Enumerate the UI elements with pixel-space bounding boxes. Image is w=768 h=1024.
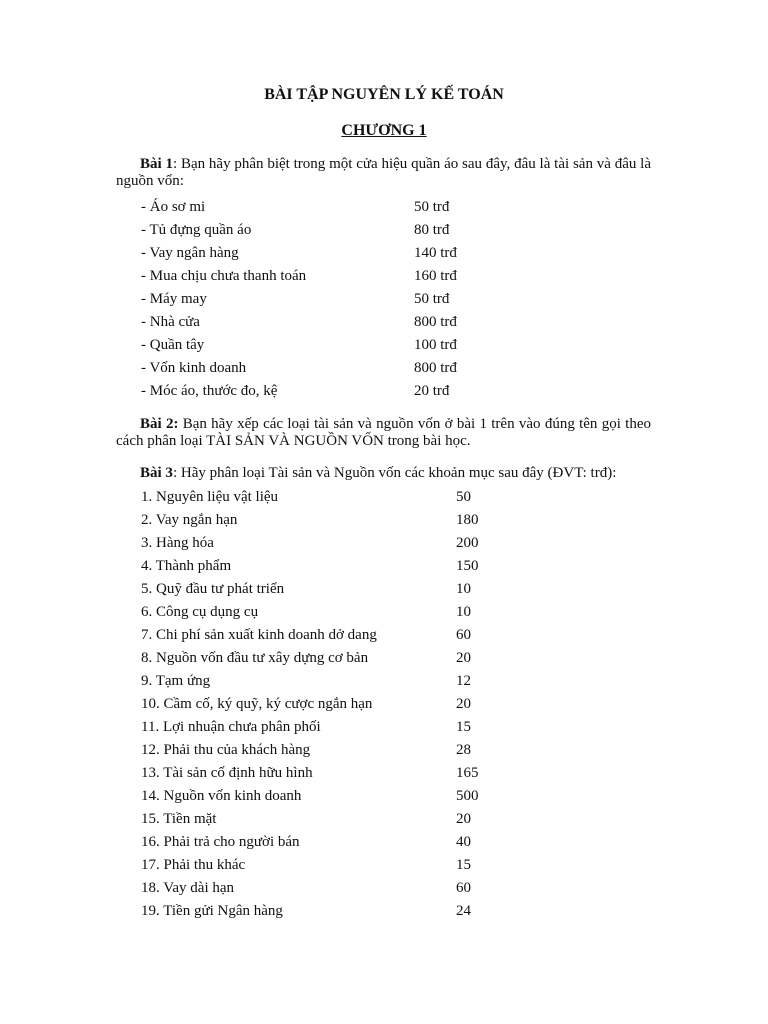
item-value: 50 xyxy=(456,489,471,505)
list-item xyxy=(141,832,561,852)
item-value: 60 xyxy=(456,880,471,896)
item-name: - Vốn kinh doanh xyxy=(141,360,247,376)
chapter-heading xyxy=(0,122,768,140)
item-name: 2. Vay ngắn hạn xyxy=(141,512,238,528)
list-item xyxy=(141,266,561,286)
item-name: 11. Lợi nhuận chưa phân phối xyxy=(141,719,321,735)
item-name: 4. Thành phẩm xyxy=(141,558,232,574)
list-item xyxy=(141,648,561,668)
list-item xyxy=(141,312,561,332)
item-value: 20 xyxy=(456,650,471,666)
item-name: 18. Vay dài hạn xyxy=(141,880,235,896)
item-value: 15 xyxy=(456,719,471,735)
list-item xyxy=(141,763,561,783)
list-item xyxy=(141,786,561,806)
list-item xyxy=(141,579,561,599)
item-value: 800 trđ xyxy=(414,314,457,330)
item-name: 13. Tài sản cố định hữu hình xyxy=(141,765,313,781)
list-item xyxy=(141,243,561,263)
list-item xyxy=(141,358,561,378)
item-value: 50 trđ xyxy=(414,291,450,307)
item-name: 12. Phải thu của khách hàng xyxy=(141,742,311,758)
list-item xyxy=(141,197,561,217)
item-value: 180 xyxy=(456,512,479,528)
bai1-paragraph xyxy=(116,156,651,190)
item-name: 9. Tạm ứng xyxy=(141,673,211,689)
item-value: 50 trđ xyxy=(414,199,450,215)
item-name: - Tủ đựng quần áo xyxy=(141,222,252,238)
bai2-label: Bài 2: xyxy=(140,416,179,432)
bai2-text: Bạn hãy xếp các loại tài sản và nguồn vốn ở bài 1 trên vào đúng tên gọi theo cách phân loại TÀI SẢN VÀ NGUỒN VỐN trong bài học. xyxy=(116,416,651,449)
item-value: 160 trđ xyxy=(414,268,457,284)
item-name: - Máy may xyxy=(141,291,207,307)
item-value: 28 xyxy=(456,742,471,758)
item-name: 16. Phải trả cho người bán xyxy=(141,834,300,850)
bai3-paragraph xyxy=(116,465,651,482)
list-item xyxy=(141,740,561,760)
item-name: 1. Nguyên liệu vật liệu xyxy=(141,489,279,505)
item-value: 60 xyxy=(456,627,471,643)
item-value: 10 xyxy=(456,581,471,597)
item-value: 165 xyxy=(456,765,479,781)
item-name: 10. Cầm cố, ký quỹ, ký cược ngắn hạn xyxy=(141,696,373,712)
item-value: 10 xyxy=(456,604,471,620)
list-item xyxy=(141,510,561,530)
list-item xyxy=(141,625,561,645)
list-item xyxy=(141,335,561,355)
bai3-text: : Hãy phân loại Tài sản và Nguồn vốn các khoản mục sau đây (ĐVT: trđ): xyxy=(172,465,617,481)
bai2-paragraph xyxy=(116,416,651,450)
item-name: - Nhà cửa xyxy=(141,314,200,330)
list-item xyxy=(141,381,561,401)
item-value: 12 xyxy=(456,673,471,689)
item-name: - Mua chịu chưa thanh toán xyxy=(141,268,307,284)
list-item xyxy=(141,487,561,507)
list-item xyxy=(141,602,561,622)
item-value: 800 trđ xyxy=(414,360,457,376)
item-name: 14. Nguồn vốn kinh doanh xyxy=(141,788,302,804)
list-item xyxy=(141,556,561,576)
item-name: 3. Hàng hóa xyxy=(141,535,214,551)
item-value: 15 xyxy=(456,857,471,873)
bai3-label: Bài 3 xyxy=(140,465,173,481)
list-item xyxy=(141,694,561,714)
item-value: 80 trđ xyxy=(414,222,450,238)
item-name: 15. Tiền mặt xyxy=(141,811,217,827)
item-name: 19. Tiền gửi Ngân hàng xyxy=(141,903,283,919)
item-name: 7. Chi phí sản xuất kinh doanh dở dang xyxy=(141,627,377,643)
list-item xyxy=(141,878,561,898)
item-value: 200 xyxy=(456,535,479,551)
list-item xyxy=(141,809,561,829)
list-item xyxy=(141,717,561,737)
item-value: 500 xyxy=(456,788,479,804)
bai1-text: : Bạn hãy phân biệt trong một cửa hiệu quần áo sau đây, đâu là tài sản và đâu là nguồn vốn: xyxy=(116,156,651,189)
item-name: 8. Nguồn vốn đầu tư xây dựng cơ bản xyxy=(141,650,369,666)
item-name: - Áo sơ mi xyxy=(141,199,206,215)
list-item xyxy=(141,289,561,309)
list-item xyxy=(141,533,561,553)
item-value: 24 xyxy=(456,903,471,919)
item-value: 20 xyxy=(456,696,471,712)
document-title: BÀI TẬP NGUYÊN LÝ KẾ TOÁN xyxy=(264,86,504,103)
item-name: 6. Công cụ dụng cụ xyxy=(141,604,259,620)
bai1-label: Bài 1 xyxy=(140,156,173,172)
chapter-heading-text: CHƯƠNG 1 xyxy=(341,122,427,139)
item-name: 5. Quỹ đầu tư phát triển xyxy=(141,581,285,597)
item-value: 140 trđ xyxy=(414,245,457,261)
item-name: - Quần tây xyxy=(141,337,205,353)
item-value: 40 xyxy=(456,834,471,850)
item-value: 20 xyxy=(456,811,471,827)
list-item xyxy=(141,901,561,921)
list-item xyxy=(141,855,561,875)
item-name: - Móc áo, thước đo, kệ xyxy=(141,383,278,399)
item-name: - Vay ngân hàng xyxy=(141,245,239,261)
item-value: 20 trđ xyxy=(414,383,450,399)
item-value: 150 xyxy=(456,558,479,574)
list-item xyxy=(141,671,561,691)
item-name: 17. Phải thu khác xyxy=(141,857,246,873)
item-value: 100 trđ xyxy=(414,337,457,353)
list-item xyxy=(141,220,561,240)
